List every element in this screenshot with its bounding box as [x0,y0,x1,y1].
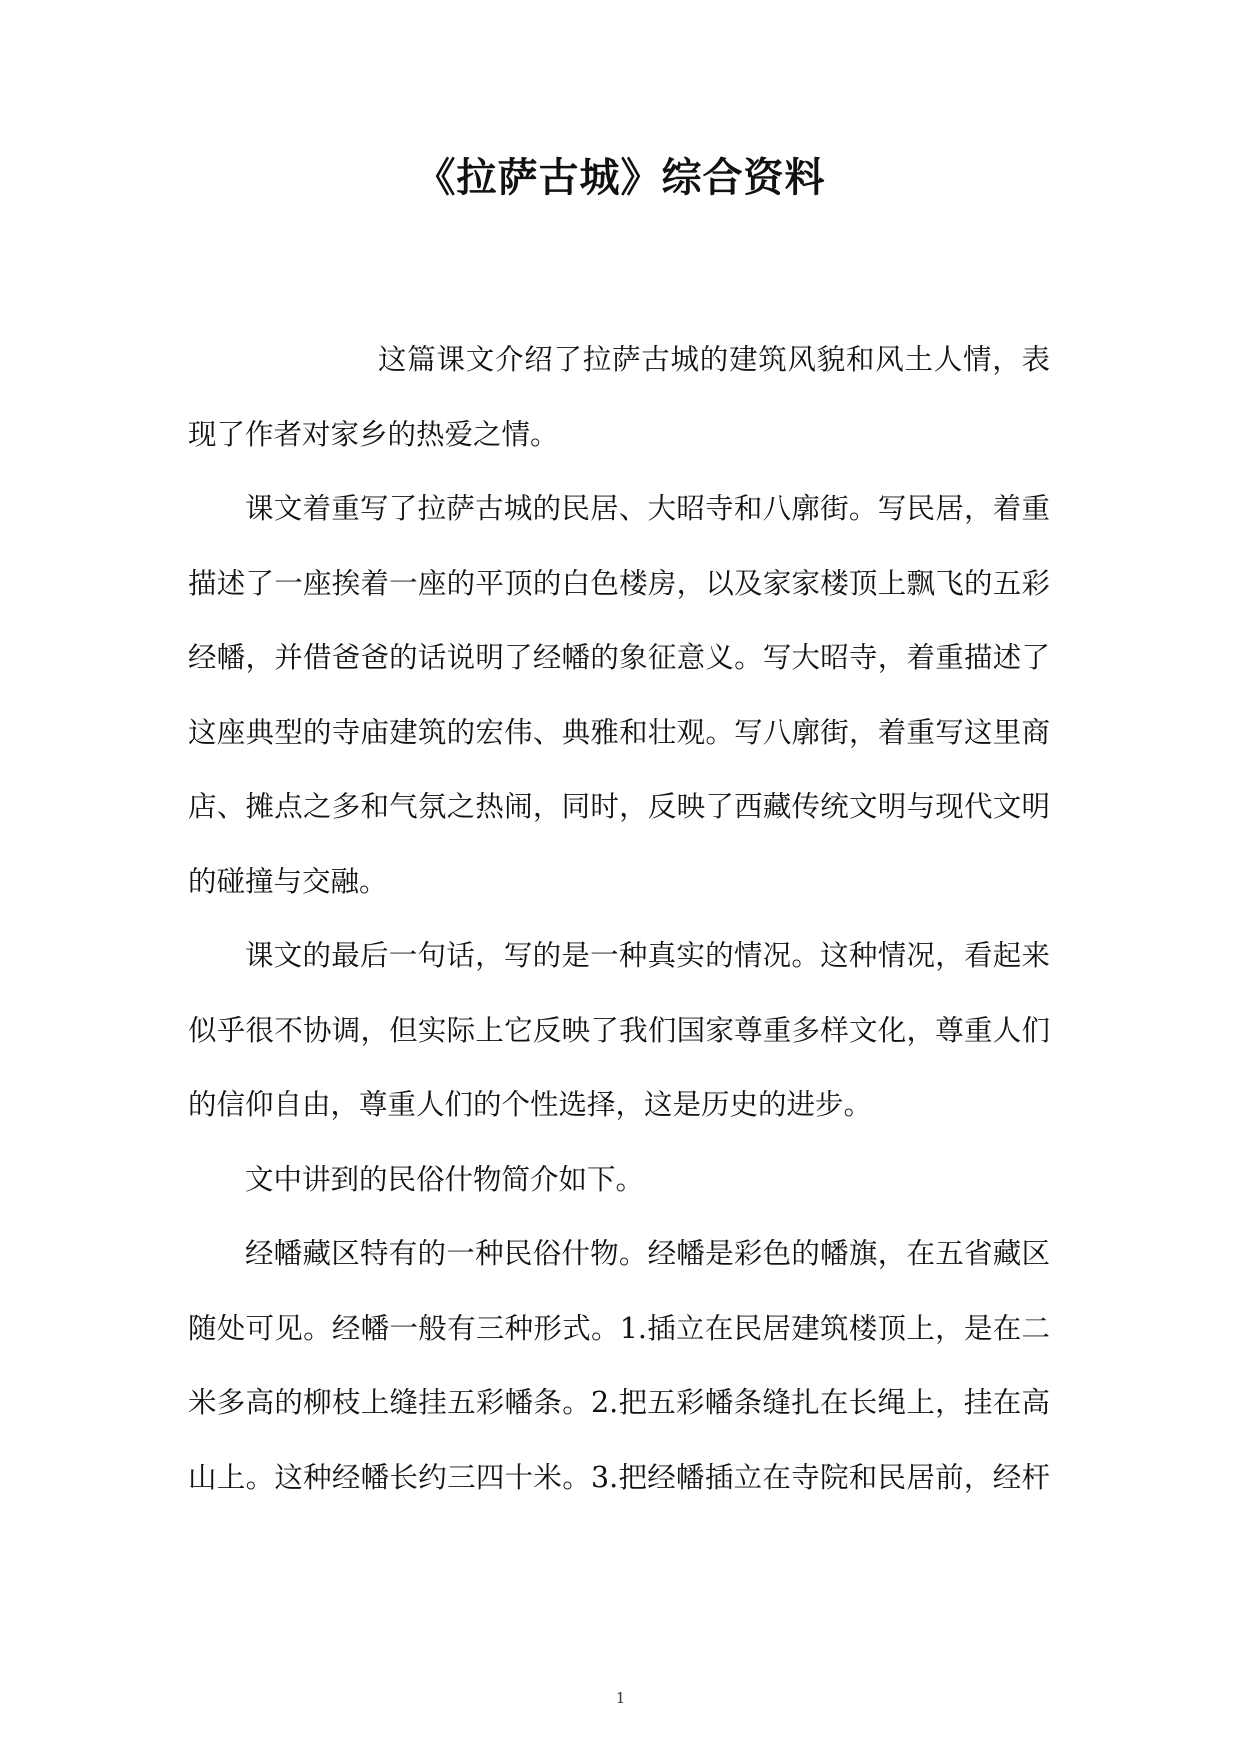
text-line: 现了作者对家乡的热爱之情。 [188,417,559,451]
text-line: 随处可见。经幡一般有三种形式。1.插立在民居建筑楼顶上，是在二 [188,1311,1050,1345]
text-line: 课文的最后一句话，写的是一种真实的情况。这种情况，看起来 [245,939,1050,972]
text-line: 的信仰自由，尊重人们的个性选择，这是历史的进步。 [188,1088,873,1121]
text-line: 课文着重写了拉萨古城的民居、大昭寺和八廓街。写民居，着重 [245,492,1050,525]
text-line: 经幡藏区特有的一种民俗什物。经幡是彩色的幡旗，在五省藏区 [245,1237,1050,1270]
text-line: 山上。这种经幡长约三四十米。3.把经幡插立在寺院和民居前，经杆 [188,1460,1050,1494]
document-body [188,330,1050,1522]
text-line: 的碰撞与交融。 [188,864,388,898]
text-line: 米多高的柳枝上缝挂五彩幡条。2.把五彩幡条缝扎在长绳上，挂在高 [188,1386,1050,1419]
text-line: 这座典型的寺庙建筑的宏伟、典雅和壮观。写八廓街，着重写这里商 [188,715,1050,749]
text-line: 这篇课文介绍了拉萨古城的建筑风貌和风土人情，表 [378,343,1050,376]
document-title: 《拉萨古城》综合资料 [415,154,826,201]
text-line: 似乎很不协调，但实际上它反映了我们国家尊重多样文化，尊重人们 [188,1013,1050,1047]
text-line: 描述了一座挨着一座的平顶的白色楼房，以及家家楼顶上飘飞的五彩 [188,566,1050,600]
text-line: 店、摊点之多和气氛之热闹，同时，反映了西藏传统文明与现代文明 [188,790,1050,823]
text-line: 经幡，并借爸爸的话说明了经幡的象征意义。写大昭寺，着重描述了 [188,641,1050,674]
text-line: 文中讲到的民俗什物简介如下。 [245,1162,645,1196]
page-number: 1 [615,1689,626,1707]
